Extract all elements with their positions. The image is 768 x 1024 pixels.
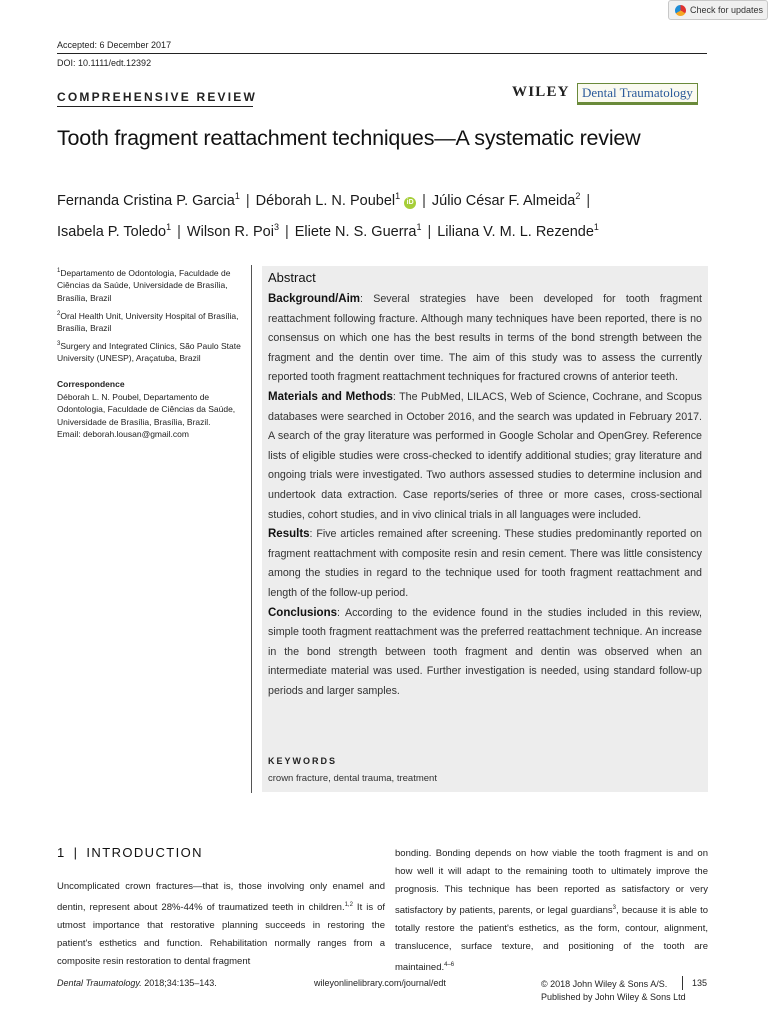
check-for-updates-button[interactable]: [668, 0, 768, 20]
section-tag: COMPREHENSIVE REVIEW: [57, 90, 258, 104]
affiliation: $^1$Departamento de Odontologia, Faculdade de Ciências da Saúde, Universidade de Brasília, Brasília, Brazil: [57, 267, 231, 303]
section-underline: [57, 106, 253, 107]
footer-copyright: © 2018 John Wiley & Sons A/S. Published by John Wiley & Sons Ltd: [541, 979, 686, 1002]
abstract-title: Abstract: [268, 270, 316, 285]
correspondence-address: Déborah L. N. Poubel, Departamento de Odontologia, Faculdade de Ciências da Saúde, Universidade de Brasília, Brasília, Brazil.: [57, 391, 236, 427]
abstract-results: Results: Five articles remained after screening. These studies predominantly reported on fragment reattachment with composite resin and resin cement. There was little consistency among the studies in regard to the technique used for tooth fragment reattachment and length of the follow-up period.: [268, 528, 702, 599]
author: Liliana V. M. L. Rezende$^1$: [437, 221, 599, 240]
header-divider: [57, 53, 707, 54]
intro-column-2: bonding. Bonding depends on how viable the tooth fragment is and on how well it will adapt to the remaining tooth to ultimately improve the prognosis. This technique has been reported as satisfactory or very satisfactory by patients, parents, or legal guardians$^3$, because it is able to totally restore the patient's esthetics, as the form, contour, alignment, translucence, surface texture, and positioning of the tooth are maintained.$^{4-6}$: [395, 848, 708, 974]
abstract-body: [268, 290, 702, 701]
section-heading: 1 | INTRODUCTION: [57, 845, 203, 860]
author: Isabela P. Toledo$^1$: [57, 221, 172, 240]
abstract-conclusions: Conclusions: According to the evidence found in the studies included in this review, simple tooth fragment reattachment was the preferred reattachment technique. An increase in the bond strength between tooth fragment and dentin was observed when an intermediate material was used. Further investigation is needed, using standard follow-up periods and larger samples.: [268, 606, 702, 697]
publisher-logo: WILEY: [512, 84, 570, 100]
article-title: Tooth fragment reattachment techniques—A systematic review: [57, 126, 641, 150]
keywords-text: crown fracture, dental trauma, treatment: [268, 773, 437, 784]
correspondence-heading: Correspondence: [57, 379, 125, 389]
keywords-heading: KEYWORDS: [268, 756, 338, 766]
author: Déborah L. N. Poubel$^1$iD: [256, 193, 416, 209]
footer-citation: Dental Traumatology. 2018;34:135–143.: [57, 978, 217, 988]
author-line-1: Fernanda Cristina P. Garcia$^1$ | Déborah L. N. Poubel$^1$iD | Júlio César F. Almeida$^2$ |: [57, 191, 591, 209]
page-number: 135: [692, 978, 708, 988]
orcid-icon[interactable]: iD: [404, 197, 416, 209]
crossmark-icon: [675, 5, 686, 16]
footer-divider: [682, 976, 683, 990]
abstract-methods: Materials and Methods: The PubMed, LILACS, Web of Science, Cochrane, and Scopus databases were searched in October 2016, and the search was updated in February 2017. A search of the gray literature was performed in Google Scholar and OpenGrey. Reference lists of eligible studies were cross-checked to identify additional studies; gray literature and ongoing trials were investigated. Two authors assessed studies to determine inclusion and undertook data extraction. Case reports/series of three or more cases, cross-sectional studies, cohort studies, and in vivo clinical trials in all languages were included.: [268, 390, 702, 521]
footer-url[interactable]: wileyonlinelibrary.com/journal/edt: [314, 978, 446, 988]
author: Júlio César F. Almeida$^2$: [431, 191, 581, 209]
author-line-2: Isabela P. Toledo$^1$ | Wilson R. Poi$^3$ | Eliete N. S. Guerra$^1$ | Liliana V. M. L. Rezende$^1$: [57, 221, 599, 240]
correspondence: [57, 378, 242, 441]
author: Fernanda Cristina P. Garcia$^1$: [57, 191, 240, 209]
author-list: [57, 183, 717, 245]
doi: DOI: 10.1111/edt.12392: [57, 58, 152, 68]
correspondence-email[interactable]: Email: deborah.lousan@gmail.com: [57, 429, 189, 439]
check-for-updates-label: Check for updates: [690, 5, 764, 15]
affiliation: $^2$Oral Health Unit, University Hospital of Brasília, Brasília, Brazil: [57, 310, 239, 334]
intro-column-1: Uncomplicated crown fractures—that is, those involving only enamel and dentin, represent about 28%-44% of traumatized teeth in children.$^{1,2}$ It is of utmost importance that restorative planning succeeds in restoring the patient's esthetics and function. Rehabilitation normally ranges from a composite resin restoration to dental fragment: [57, 881, 385, 968]
author: Eliete N. S. Guerra$^1$: [294, 221, 422, 240]
abstract-background: Background/Aim: Several strategies have been developed for tooth fragment reattachment following fracture. Although many techniques have been reported, there is no consensus on which one has the best results in terms of the bond strength between the fragment and the dentin over time. The aim of this study was to assess the currently reported tooth fragment reattachment techniques for fractured crowns of anterior teeth.: [268, 293, 702, 384]
journal-logo: Dental Traumatology: [577, 83, 698, 105]
accepted-date: Accepted: 6 December 2017: [57, 40, 172, 50]
column-divider: [251, 265, 252, 793]
affiliation: $^3$Surgery and Integrated Clinics, São Paulo State University (UNESP), Araçatuba, Brazil: [57, 340, 241, 364]
author: Wilson R. Poi$^3$: [186, 221, 279, 240]
